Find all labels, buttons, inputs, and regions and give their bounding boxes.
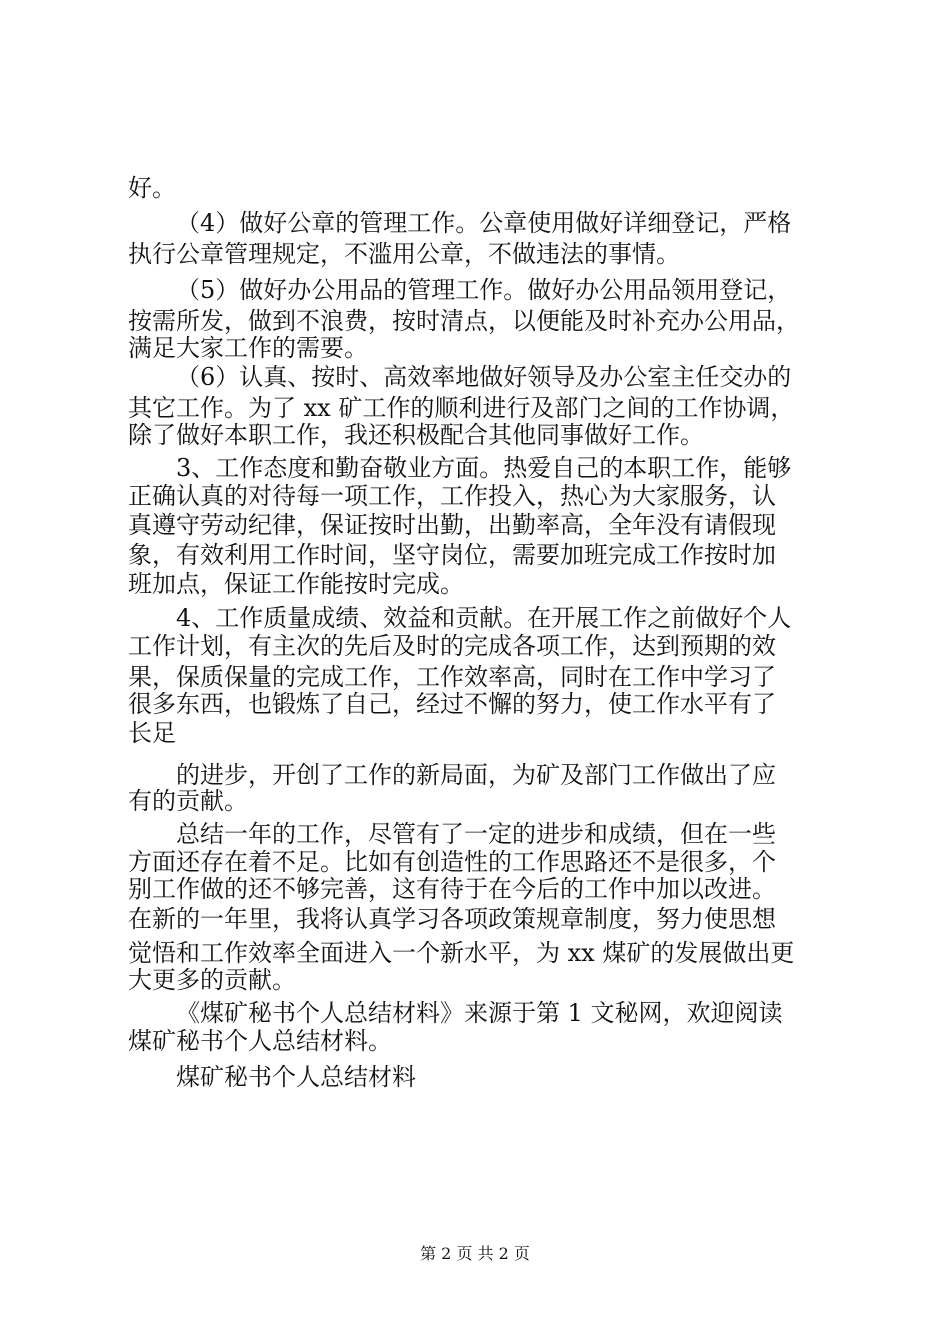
text-line: 长足 [128, 719, 176, 747]
text-line: 在新的一年里，我将认真学习各项政策规章制度，努力使思想 [128, 905, 776, 933]
text-line: 工作计划，有主次的先后及时的完成各项工作，达到预期的效 [128, 632, 776, 660]
text-line: 煤矿秘书个人总结材料 [176, 1063, 416, 1091]
text-line: （4）做好公章的管理工作。公章使用做好详细登记，严格 [176, 209, 792, 237]
text-line: 《煤矿秘书个人总结材料》来源于第 1 文秘网，欢迎阅读 [176, 999, 783, 1027]
text-line: 总结一年的工作，尽管有了一定的进步和成绩，但在一些 [176, 820, 776, 848]
text-line: 除了做好本职工作，我还积极配合其他同事做好工作。 [128, 421, 704, 449]
text-line: 4、工作质量成绩、效益和贡献。在开展工作之前做好个人 [176, 604, 792, 632]
text-line: 很多东西，也锻炼了自己，经过不懈的努力，使工作水平有了 [128, 690, 776, 718]
text-line: 别工作做的还不够完善，这有待于在今后的工作中加以改进。 [128, 875, 776, 903]
text-line: 大更多的贡献。 [128, 966, 296, 994]
text-line: 按需所发，做到不浪费，按时清点，以便能及时补充办公用品， [128, 307, 800, 335]
text-line: 的进步，开创了工作的新局面，为矿及部门工作做出了应 [176, 761, 776, 789]
text-line: （5）做好办公用品的管理工作。做好办公用品领用登记， [176, 276, 792, 304]
text-line: 正确认真的对待每一项工作，工作投入，热心为大家服务，认 [128, 482, 776, 510]
text-line: 好。 [128, 174, 176, 202]
page-footer: 第 2 页 共 2 页 [420, 1244, 530, 1263]
text-line: 有的贡献。 [128, 787, 248, 815]
text-line: （6）认真、按时、高效率地做好领导及办公室主任交办的 [176, 363, 792, 391]
text-line: 果，保质保量的完成工作，工作效率高，同时在工作中学习了 [128, 663, 776, 691]
text-line: 其它工作。为了 xx 矿工作的顺利进行及部门之间的工作协调， [128, 394, 795, 422]
text-line: 觉悟和工作效率全面进入一个新水平，为 xx 煤矿的发展做出更 [128, 939, 795, 967]
text-line: 满足大家工作的需要。 [128, 334, 368, 362]
text-line: 班加点，保证工作能按时完成。 [128, 570, 464, 598]
text-line: 方面还存在着不足。比如有创造性的工作思路还不是很多，个 [128, 848, 776, 876]
text-line: 煤矿秘书个人总结材料。 [128, 1027, 392, 1055]
text-line: 真遵守劳动纪律，保证按时出勤，出勤率高，全年没有请假现 [128, 511, 776, 539]
text-line: 象，有效利用工作时间，坚守岗位，需要加班完成工作按时加 [128, 541, 776, 569]
text-line: 执行公章管理规定，不滥用公章，不做违法的事情。 [128, 240, 680, 268]
text-line: 3、工作态度和勤奋敬业方面。热爱自己的本职工作，能够 [176, 454, 792, 482]
